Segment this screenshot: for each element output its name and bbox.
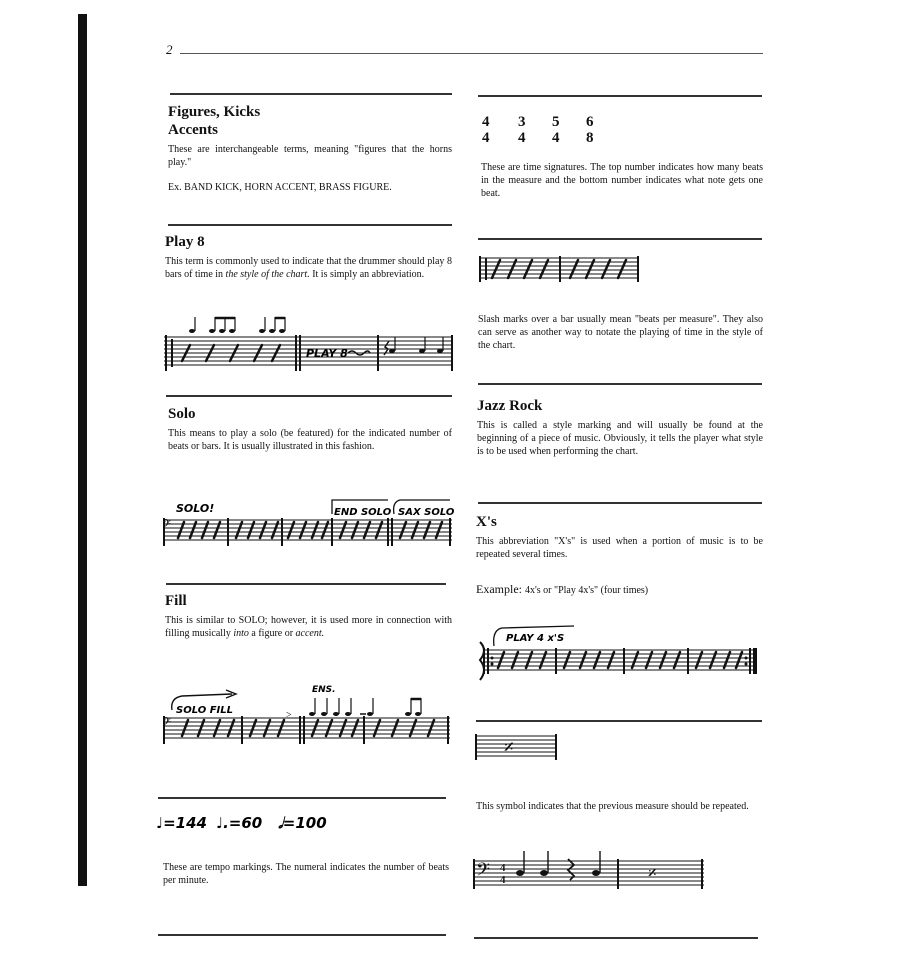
svg-text:𝄢: 𝄢 — [476, 859, 491, 884]
svg-text:4: 4 — [500, 862, 506, 874]
section-divider — [170, 93, 452, 95]
section-title: Play 8 — [165, 234, 205, 250]
section-title: X's — [476, 514, 497, 530]
section-body: This is similar to SOLO; however, it is used more in connection with filling musically into a figure or accent. — [165, 615, 452, 639]
fill-staff — [160, 680, 460, 752]
xs-example — [476, 582, 648, 597]
section-jazz-rock — [477, 397, 763, 458]
svg-text:>: > — [286, 710, 292, 721]
section-solo — [168, 405, 452, 453]
section-divider — [478, 383, 762, 385]
sax-solo-label: SAX SOLO — [398, 507, 455, 518]
ens-label: ENS. — [312, 685, 336, 695]
section-title: Jazz Rock — [477, 398, 543, 414]
section-divider — [168, 224, 452, 226]
slash-marks-staff — [478, 250, 644, 290]
section-title: Figures, Kicks — [168, 104, 261, 120]
page-number: 2 — [166, 42, 173, 57]
repeat-symbol: 𝄎 — [504, 737, 514, 759]
section-divider — [478, 95, 762, 97]
section-example: Ex. BAND KICK, HORN ACCENT, BRASS FIGURE. — [168, 182, 392, 193]
section-body: This means to play a solo (be featured) for the indicated number of beats or bars. It is usually illustrated in this fashion. — [168, 428, 452, 452]
section-title: Accents — [168, 122, 218, 138]
time-signature-top: 4 — [482, 114, 490, 130]
section-body: These are time signatures. The top number indicates how many beats in the measure and the bottom number indicates what note gets one beat. — [481, 162, 763, 199]
time-signatures — [476, 108, 616, 152]
play-8-label: PLAY 8 — [306, 347, 348, 360]
section-figures-kicks-accents — [168, 103, 452, 194]
section-divider — [158, 934, 446, 936]
section-body: This symbol indicates that the previous measure should be repeated. — [476, 801, 749, 812]
section-body: Slash marks over a bar usually mean "beats per measure". They also can serve as another way to notate the playing of time in the style of the chart. — [478, 314, 763, 351]
time-signature-bottom: 8 — [586, 130, 594, 146]
time-signature-top: 5 — [552, 114, 560, 130]
section-title: Fill — [165, 593, 187, 609]
solo-label: SOLO! — [176, 502, 215, 515]
section-divider — [166, 583, 446, 585]
section-body: This abbreviation "X's" is used when a portion of music is to be repeated several times. — [476, 536, 763, 560]
time-signature-bottom: 4 — [552, 130, 560, 146]
section-xs — [476, 513, 763, 561]
play-4xs-staff — [474, 620, 764, 692]
time-signature-bottom: 4 — [518, 130, 526, 146]
tempo-markings — [156, 806, 336, 838]
svg-text:𝄎: 𝄎 — [648, 863, 657, 883]
solo-staff — [160, 494, 460, 554]
play-4xs-label: PLAY 4 x'S — [506, 633, 565, 644]
time-signature-top: 6 — [586, 114, 594, 130]
page-binding-edge — [78, 14, 87, 886]
repeat-example-staff — [472, 845, 712, 893]
repeat-measure-staff — [474, 730, 564, 766]
section-fill — [165, 592, 452, 640]
tempo-mark: 𝅗𝅥=100 — [278, 814, 327, 832]
time-signature-top: 3 — [518, 114, 526, 130]
tempo-mark: ♩=144 — [156, 814, 207, 832]
section-title: Solo — [168, 406, 196, 422]
svg-text:4: 4 — [500, 874, 506, 886]
header-rule — [180, 53, 763, 54]
section-tempo — [163, 857, 449, 887]
section-slash-marks — [478, 309, 763, 352]
section-divider — [158, 797, 446, 799]
end-solo-label: END SOLO — [334, 507, 392, 518]
section-body: These are interchangeable terms, meaning "figures that the horns play." — [168, 144, 452, 168]
section-repeat-measure — [476, 796, 763, 813]
example-label: Example: — [476, 582, 522, 596]
section-divider — [478, 238, 762, 240]
section-time-signatures — [481, 157, 763, 200]
section-body: This is called a style marking and will usually be found at the beginning of a piece of music. Obviously, it tells the player what style is to be used when performing the chart. — [477, 420, 763, 457]
section-body: These are tempo markings. The numeral indicates the number of beats per minute. — [163, 862, 449, 886]
time-signature-bottom: 4 — [482, 130, 490, 146]
svg-text:𝄢: 𝄢 — [162, 519, 172, 534]
section-divider — [166, 395, 452, 397]
play-8-staff — [160, 315, 460, 377]
section-body: This term is commonly used to indicate that the drummer should play 8 bars of time in the style of the chart. It is simply an abbreviation. — [165, 256, 452, 280]
example-text: 4x's or "Play 4x's" (four times) — [524, 585, 649, 596]
section-play-8 — [165, 233, 452, 281]
svg-text:𝄢: 𝄢 — [162, 717, 172, 732]
section-divider — [476, 720, 762, 722]
tempo-mark: ♩.=60 — [216, 814, 263, 832]
section-divider — [474, 937, 758, 939]
section-divider — [478, 502, 762, 504]
solo-fill-label: SOLO FILL — [176, 705, 233, 716]
